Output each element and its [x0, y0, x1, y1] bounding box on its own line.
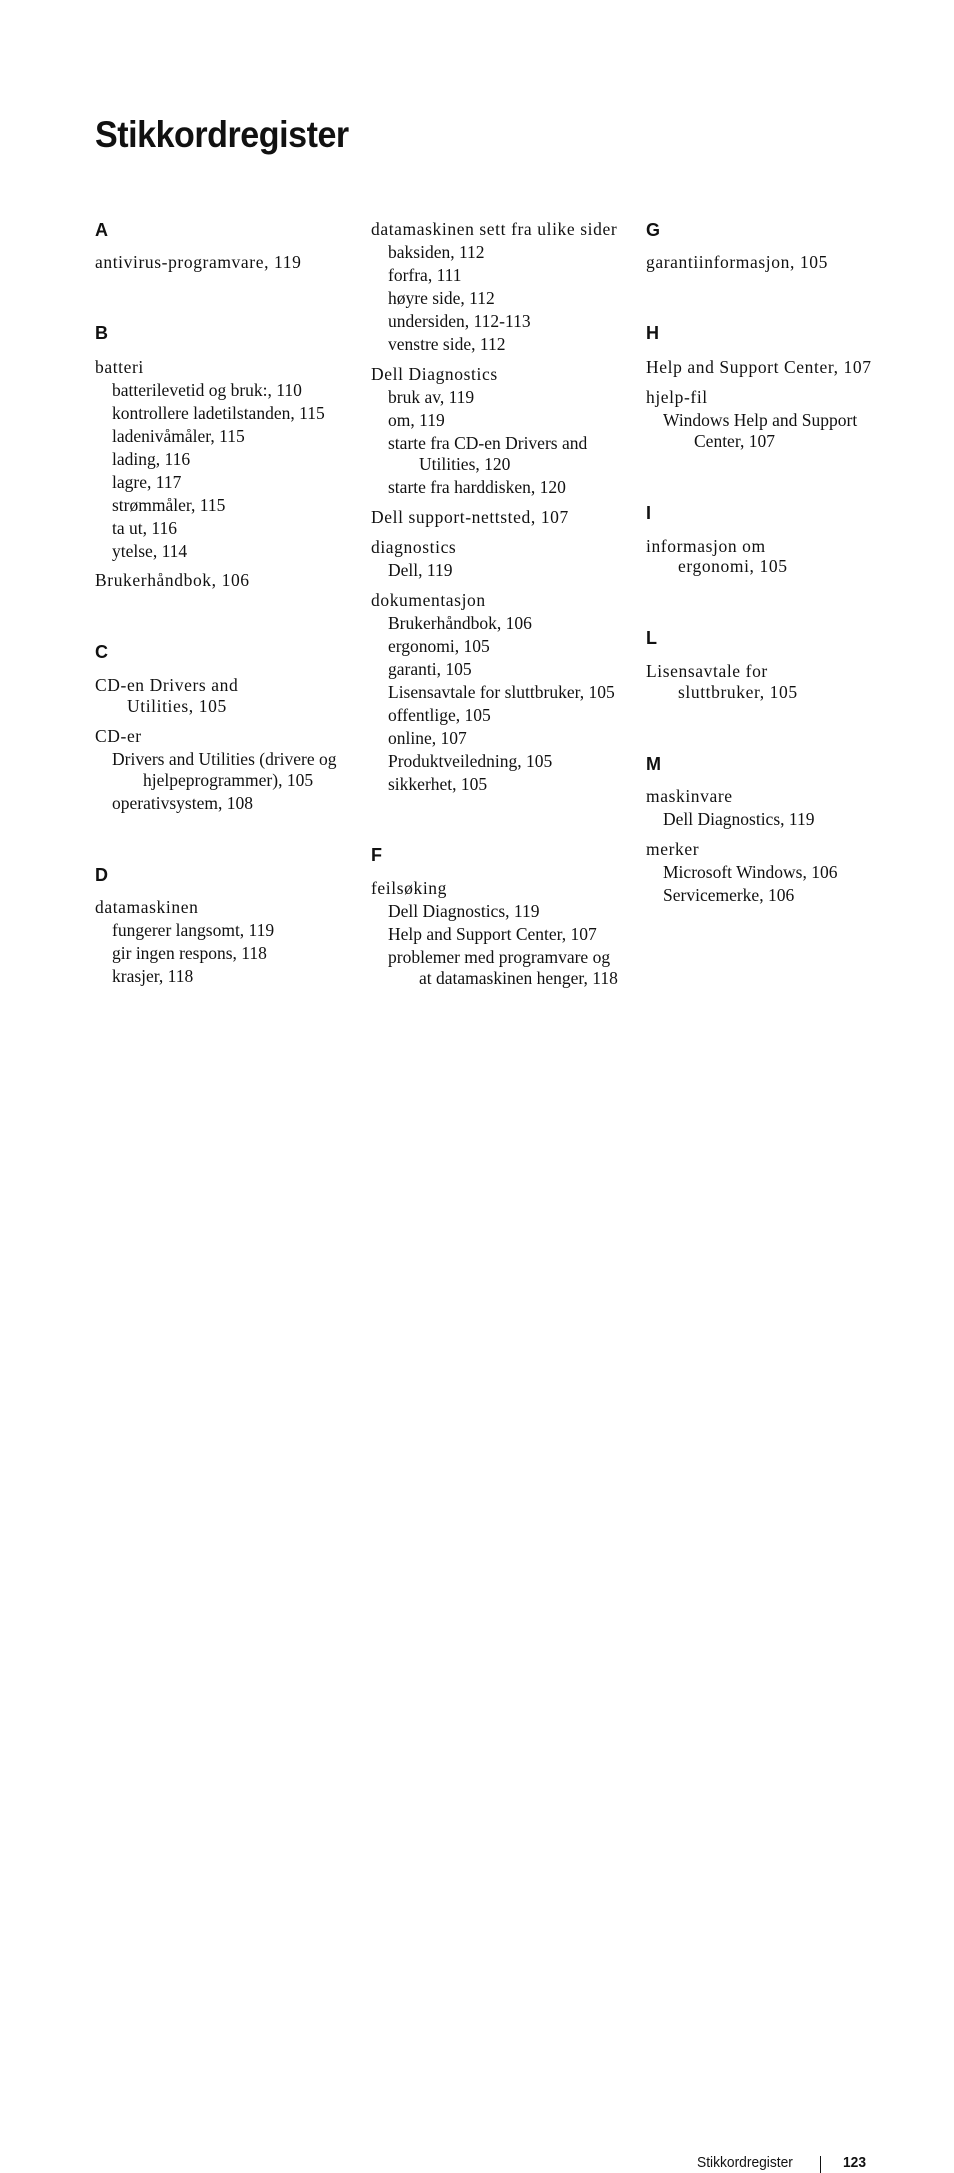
- index-subentry: Windows Help and Support: [663, 410, 858, 430]
- index-entry-continuation: Utilities, 105: [127, 696, 227, 716]
- index-subentry: Produktveiledning, 105: [388, 751, 553, 771]
- index-subentry: ergonomi, 105: [388, 636, 490, 656]
- index-subentry: offentlige, 105: [388, 705, 491, 725]
- index-letter-heading: M: [646, 754, 661, 774]
- page-title: Stikkordregister: [95, 114, 349, 155]
- index-subentry: bruk av, 119: [388, 387, 475, 407]
- index-entry-continuation: Center, 107: [694, 431, 775, 451]
- index-subentry: ladenivåmåler, 115: [112, 426, 245, 446]
- index-entry-continuation: at datamaskinen henger, 118: [419, 968, 618, 988]
- index-entry-continuation: Utilities, 120: [419, 454, 511, 474]
- index-entry: antivirus-programvare, 119: [95, 252, 302, 272]
- index-letter-heading: C: [95, 642, 108, 662]
- index-letter-heading: I: [646, 503, 652, 523]
- index-letter-heading: G: [646, 220, 661, 240]
- index-entry: dokumentasjon: [371, 590, 486, 610]
- index-subentry: Microsoft Windows, 106: [663, 862, 838, 882]
- index-entry: Lisensavtale for: [646, 661, 768, 681]
- index-subentry: om, 119: [388, 410, 445, 430]
- index-entry: Dell Diagnostics: [371, 364, 498, 384]
- index-entry: Help and Support Center, 107: [646, 357, 872, 377]
- index-entry: CD-er: [95, 726, 142, 746]
- index-subentry: operativsystem, 108: [112, 793, 253, 813]
- index-subentry: Servicemerke, 106: [663, 885, 795, 905]
- index-subentry: sikkerhet, 105: [388, 774, 488, 794]
- index-subentry: lagre, 117: [112, 472, 182, 492]
- index-entry: Brukerhåndbok, 106: [95, 570, 250, 590]
- index-entry-continuation: hjelpeprogrammer), 105: [143, 770, 314, 790]
- index-subentry: Dell Diagnostics, 119: [388, 901, 540, 921]
- index-letter-heading: D: [95, 865, 108, 885]
- index-entry: merker: [646, 839, 700, 859]
- index-subentry: gir ingen respons, 118: [112, 943, 267, 963]
- index-subentry: venstre side, 112: [388, 334, 506, 354]
- index-subentry: garanti, 105: [388, 659, 472, 679]
- index-subentry: ta ut, 116: [112, 518, 177, 538]
- index-subentry: Help and Support Center, 107: [388, 924, 597, 944]
- index-letter-heading: L: [646, 628, 657, 648]
- index-subentry: høyre side, 112: [388, 288, 495, 308]
- index-subentry: forfra, 111: [388, 265, 462, 285]
- index-subentry: fungerer langsomt, 119: [112, 920, 275, 940]
- index-subentry: problemer med programvare og: [388, 947, 611, 967]
- index-entry: informasjon om: [646, 536, 766, 556]
- index-subentry: starte fra CD-en Drivers and: [388, 433, 588, 453]
- index-entry-continuation: sluttbruker, 105: [678, 682, 798, 702]
- index-subentry: Drivers and Utilities (drivere og: [112, 749, 337, 769]
- index-entry: datamaskinen sett fra ulike sider: [371, 219, 618, 239]
- index-subentry: batterilevetid og bruk:, 110: [112, 380, 302, 400]
- index-entry: batteri: [95, 357, 144, 377]
- index-subentry: starte fra harddisken, 120: [388, 477, 566, 497]
- index-subentry: undersiden, 112-113: [388, 311, 531, 331]
- index-entry: Dell support-nettsted, 107: [371, 507, 569, 527]
- index-subentry: online, 107: [388, 728, 467, 748]
- index-subentry: strømmåler, 115: [112, 495, 226, 515]
- index-letter-heading: A: [95, 220, 108, 240]
- index-subentry: Dell, 119: [388, 560, 453, 580]
- index-entry: maskinvare: [646, 786, 733, 806]
- index-letter-heading: F: [371, 845, 382, 865]
- index-entry: datamaskinen: [95, 897, 199, 917]
- index-subentry: Lisensavtale for sluttbruker, 105: [388, 682, 615, 702]
- index-subentry: kontrollere ladetilstanden, 115: [112, 403, 325, 423]
- index-entry: CD-en Drivers and: [95, 675, 239, 695]
- index-entry: garantiinformasjon, 105: [646, 252, 828, 272]
- page-number: 123: [843, 2154, 867, 2171]
- index-subentry: lading, 116: [112, 449, 191, 469]
- index-entry: feilsøking: [371, 878, 447, 898]
- index-subentry: Dell Diagnostics, 119: [663, 809, 815, 829]
- footer-label: Stikkordregister: [697, 2154, 793, 2171]
- index-subentry: baksiden, 112: [388, 242, 485, 262]
- index-subentry: krasjer, 118: [112, 966, 194, 986]
- index-subentry: ytelse, 114: [112, 541, 188, 561]
- index-entry: hjelp-fil: [646, 387, 708, 407]
- index-letter-heading: B: [95, 323, 108, 343]
- index-entry-continuation: ergonomi, 105: [678, 556, 788, 576]
- index-subentry: Brukerhåndbok, 106: [388, 613, 532, 633]
- index-entry: diagnostics: [371, 537, 457, 557]
- index-letter-heading: H: [646, 323, 659, 343]
- footer-divider: [820, 2156, 821, 2173]
